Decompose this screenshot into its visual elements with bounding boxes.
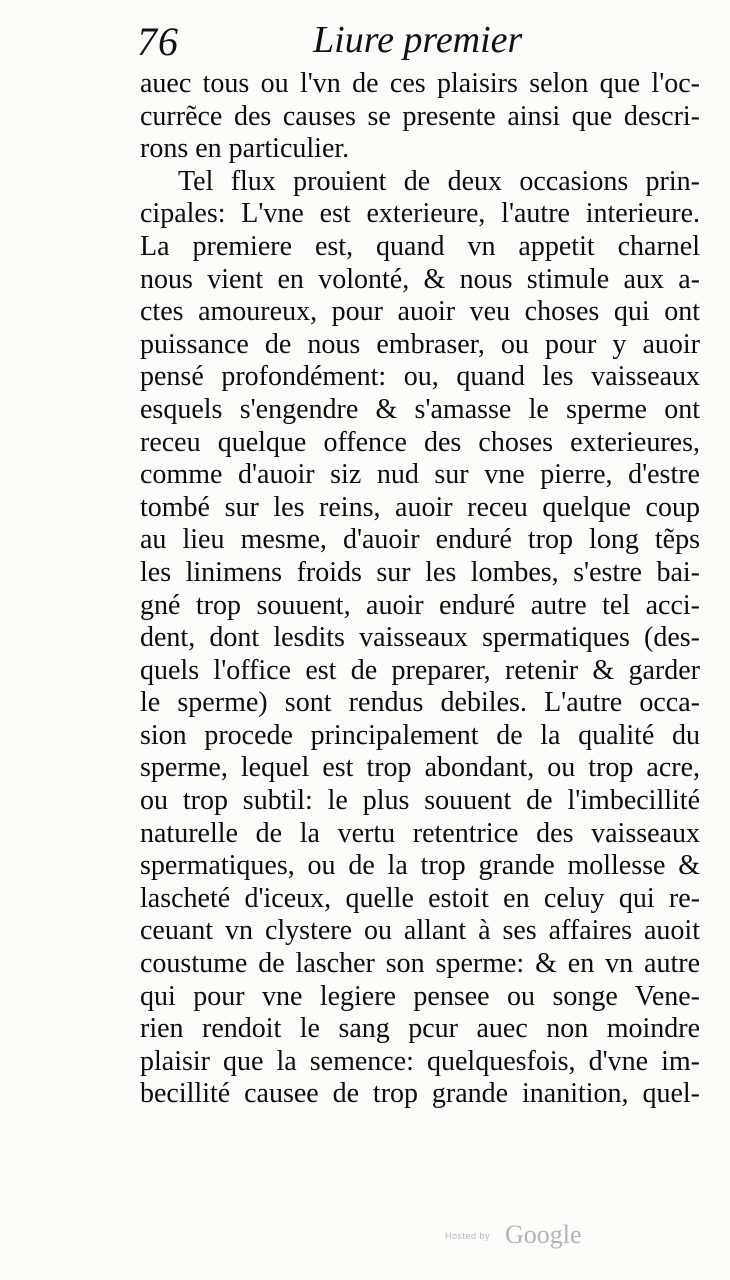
page-number: 76 <box>137 19 179 64</box>
text-line: puissance de nous embraser, ou pour y auoir <box>140 328 700 360</box>
text-line: coustume de lascher son sperme: & en vn autre <box>140 948 700 980</box>
text-line: gné trop souuent, auoir enduré autre tel acci- <box>140 589 700 621</box>
text-line: becillité causee de trop grande inanition, quel- <box>140 1078 700 1110</box>
text-line: naturelle de la vertu retentrice des vaisseaux <box>140 817 700 849</box>
text-line: rons en particulier. <box>140 133 350 165</box>
body-text <box>140 68 700 1111</box>
text-line: cipales: L'vne est exterieure, l'autre interieure. <box>140 198 700 230</box>
running-head <box>137 18 557 66</box>
text-line: nous vient en volonté, & nous stimule aux a- <box>140 263 700 295</box>
text-line: ou trop subtil: le plus souuent de l'imbecillité <box>140 785 700 817</box>
scan-attribution <box>445 1220 605 1250</box>
text-line: sperme, lequel est trop abondant, ou trop acre, <box>140 752 700 784</box>
text-line: receu quelque offence des choses exterieures, <box>140 426 700 458</box>
google-logo: Google <box>505 1220 582 1249</box>
text-line: dent, dont lesdits vaisseaux spermatiques (des- <box>140 622 700 654</box>
text-line: La premiere est, quand vn appetit charnel <box>140 230 700 262</box>
text-line: spermatiques, ou de la trop grande mollesse & <box>140 850 700 882</box>
text-line: comme d'auoir siz nud sur vne pierre, d'estre <box>140 459 700 491</box>
text-line: pensé profondément: ou, quand les vaisseaux <box>140 361 700 393</box>
text-line: au lieu mesme, d'auoir enduré trop long tẽps <box>140 524 700 556</box>
text-line: currẽce des causes se presente ainsi que descri- <box>140 100 700 132</box>
text-line: le sperme) sont rendus debiles. L'autre occa- <box>140 687 700 719</box>
text-line: quels l'office est de preparer, retenir & garder <box>140 654 700 686</box>
text-line: qui pour vne legiere pensee ou songe Vene- <box>140 980 700 1012</box>
text-line: les linimens froids sur les lombes, s'estre bai- <box>140 556 700 588</box>
text-line: esquels s'engendre & s'amasse le sperme ont <box>140 393 700 425</box>
text-line: plaisir que la semence: quelquesfois, d'vne im- <box>140 1045 700 1077</box>
running-title: Liure premier <box>313 19 523 61</box>
text-line: lascheté d'iceux, quelle estoit en celuy qui re- <box>140 882 700 914</box>
text-line: auec tous ou l'vn de ces plaisirs selon que l'oc- <box>140 68 700 99</box>
attribution-prefix: Hosted by <box>445 1231 491 1241</box>
text-line: tombé sur les reins, auoir receu quelque coup <box>140 491 700 523</box>
text-line: rien rendoit le sang pcur auec non moindre <box>140 1013 700 1045</box>
text-line: Tel flux prouient de deux occasions prin- <box>178 165 700 197</box>
text-line: sion procede principalement de la qualité du <box>140 719 700 751</box>
text-line: ctes amoureux, pour auoir veu choses qui ont <box>140 296 700 328</box>
text-line: ceuant vn clystere ou allant à ses affaires auoit <box>140 915 700 947</box>
